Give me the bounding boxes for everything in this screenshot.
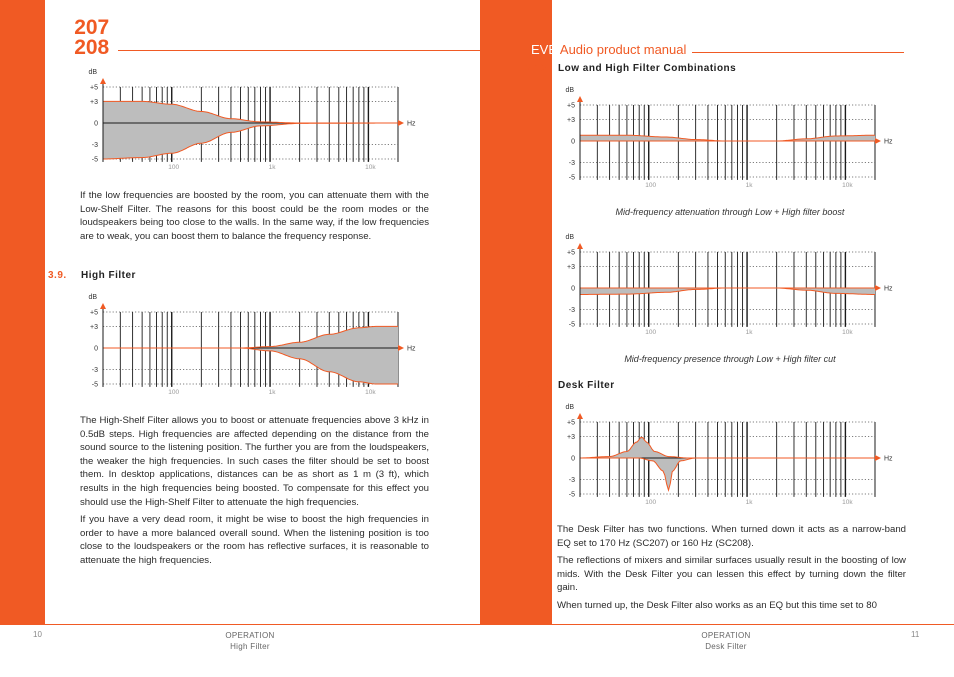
y-tick-label: -3	[568, 477, 575, 485]
low-high-boost-chart	[555, 82, 905, 200]
y-axis-label: dB	[565, 87, 574, 94]
section-number: 3.10.	[525, 63, 550, 74]
center-orange-bar	[480, 0, 552, 625]
y-tick-label: 0	[94, 120, 98, 128]
y-tick-label: 0	[571, 455, 575, 463]
x-tick-label: 10k	[842, 499, 853, 506]
low-shelf-chart	[78, 64, 428, 182]
header-rule-right	[692, 52, 904, 53]
left-paragraph-1	[80, 189, 429, 247]
header-rule-left	[118, 50, 480, 51]
footer-left	[170, 630, 330, 652]
desk-filter-text-3: When turned up, the Desk Filter also works as an EQ but this time set to 80	[557, 599, 877, 611]
x-axis-label: Hz	[884, 138, 893, 146]
high-shelf-chart	[78, 289, 428, 407]
section-3-9	[48, 270, 136, 281]
right-paragraphs	[557, 523, 906, 617]
manual-title	[531, 42, 686, 57]
chart-caption-2: Mid-frequency presence through Low + High filter cut	[624, 354, 836, 364]
y-tick-label: -3	[91, 367, 98, 375]
y-tick-label: +3	[90, 323, 98, 331]
y-axis-arrow	[577, 243, 583, 249]
y-tick-label: +5	[90, 84, 98, 92]
y-tick-label: +5	[567, 419, 575, 427]
desk-filter-chart	[555, 399, 905, 517]
model-2-prefix: SC	[45, 36, 75, 59]
x-axis-label: Hz	[884, 285, 893, 293]
footer-section: OPERATION	[701, 631, 751, 640]
y-tick-label: +5	[567, 102, 575, 110]
section-title: Desk Filter	[558, 380, 615, 391]
y-axis-label: dB	[88, 69, 97, 76]
x-tick-label: 1k	[745, 329, 753, 336]
y-tick-label: -5	[91, 156, 98, 164]
x-axis-arrow	[875, 455, 881, 461]
response-fill	[103, 101, 398, 159]
left-paragraph-2	[80, 414, 429, 572]
desk-filter-text-1: The Desk Filter has two functions. When turned down it acts as a narrow-band EQ set to 170 Hz (SC207) or 160 Hz (SC208).	[557, 524, 906, 549]
section-title: High Filter	[81, 270, 136, 281]
y-tick-label: 0	[571, 285, 575, 293]
x-axis-arrow	[875, 138, 881, 144]
footer-right	[646, 630, 806, 652]
x-axis-arrow	[398, 120, 404, 126]
section-3-10	[525, 63, 737, 74]
low-shelf-text: If the low frequencies are boosted by the room, you can attenuate them with the Low-Shelf Filter. The reasons for this boost could be the room modes or the loudspeakers being too close to the walls. In the same way, if the low frequencies are to weak, you can boost them to balance the frequency response.	[80, 190, 429, 242]
y-tick-label: 0	[94, 345, 98, 353]
x-axis-arrow	[875, 285, 881, 291]
x-tick-label: 100	[168, 164, 180, 171]
y-axis-arrow	[100, 303, 106, 309]
x-tick-label: 1k	[745, 182, 753, 189]
footer-rule-right	[552, 624, 954, 625]
high-boost-text: If you have a very dead room, it might be wise to boost the high frequencies in order to have a more balanced overall sound. When the listening position is too close to the loudspeakers or the room has reflective surfaces, it is reasonable to attenuate the high frequencies.	[80, 514, 429, 566]
y-axis-label: dB	[565, 234, 574, 241]
x-tick-label: 100	[168, 389, 180, 396]
x-tick-label: 10k	[842, 182, 853, 189]
x-axis-label: Hz	[407, 120, 416, 128]
response-curve-lower	[580, 458, 875, 490]
footer-rule-left	[45, 624, 480, 625]
y-tick-label: +3	[567, 116, 575, 124]
section-3-11	[525, 380, 615, 391]
footer-subsection: Desk Filter	[705, 642, 747, 651]
model-1-prefix: SC	[45, 16, 75, 39]
y-axis-label: dB	[88, 294, 97, 301]
page-number-right: 11	[911, 630, 920, 639]
y-axis-arrow	[577, 96, 583, 102]
y-tick-label: 0	[571, 138, 575, 146]
x-tick-label: 1k	[745, 499, 753, 506]
x-axis-label: Hz	[884, 455, 893, 463]
section-number: 3.9.	[48, 270, 67, 281]
x-tick-label: 100	[645, 499, 657, 506]
x-axis-arrow	[398, 345, 404, 351]
low-high-cut-chart	[555, 229, 905, 347]
footer-section: OPERATION	[225, 631, 275, 640]
left-orange-bar	[0, 0, 45, 625]
y-tick-label: -3	[568, 307, 575, 315]
response-fill	[580, 438, 875, 491]
y-tick-label: +3	[567, 263, 575, 271]
y-axis-arrow	[100, 78, 106, 84]
y-tick-label: -5	[91, 381, 98, 389]
y-tick-label: +5	[567, 249, 575, 257]
x-tick-label: 1k	[268, 389, 276, 396]
section-title: Low and High Filter Combinations	[558, 63, 737, 74]
section-number: 3.11.	[525, 380, 550, 391]
y-axis-arrow	[577, 413, 583, 419]
footer-subsection: High Filter	[230, 642, 270, 651]
desk-filter-text-2: The reflections of mixers and similar surfaces usually result in the boosting of low mids. With the Desk Filter you can lessen this effect by turning down the filter gain.	[557, 555, 906, 594]
y-tick-label: -5	[568, 321, 575, 329]
x-tick-label: 10k	[365, 164, 376, 171]
y-tick-label: -3	[91, 142, 98, 150]
manual-title-text: Audio product manual	[557, 42, 687, 57]
x-tick-label: 100	[645, 329, 657, 336]
manual-title-brand: EVE	[531, 42, 558, 57]
y-tick-label: -5	[568, 174, 575, 182]
y-tick-label: +3	[90, 98, 98, 106]
y-tick-label: +3	[567, 433, 575, 441]
response-fill	[103, 326, 398, 384]
x-tick-label: 1k	[268, 164, 276, 171]
x-tick-label: 10k	[842, 329, 853, 336]
y-tick-label: -5	[568, 491, 575, 499]
y-tick-label: +5	[90, 309, 98, 317]
x-tick-label: 10k	[365, 389, 376, 396]
model-title	[45, 18, 109, 58]
page-number-left: 10	[33, 630, 42, 639]
high-shelf-text: The High-Shelf Filter allows you to boost or attenuate frequencies above 3 kHz in 0.5dB steps. High frequencies are affected depending on the distance from the sound source to the listening position. The further you are from the loudspeakers, the weaker the high frequencies. In such cases the filter should be set to boost them. In desktop applications, distances can be as short as 1 m (3 ft), which results in the high frequencies being boosted. To compensate for this effect you should use the High-Shelf Filter to attenuate the high frequencies.	[80, 415, 429, 508]
x-tick-label: 100	[645, 182, 657, 189]
chart-caption-1: Mid-frequency attenuation through Low + High filter boost	[615, 207, 845, 217]
x-axis-label: Hz	[407, 345, 416, 353]
model-2-number: 208	[74, 36, 110, 59]
y-tick-label: -3	[568, 160, 575, 168]
model-1-number: 207	[74, 16, 110, 39]
y-axis-label: dB	[565, 404, 574, 411]
